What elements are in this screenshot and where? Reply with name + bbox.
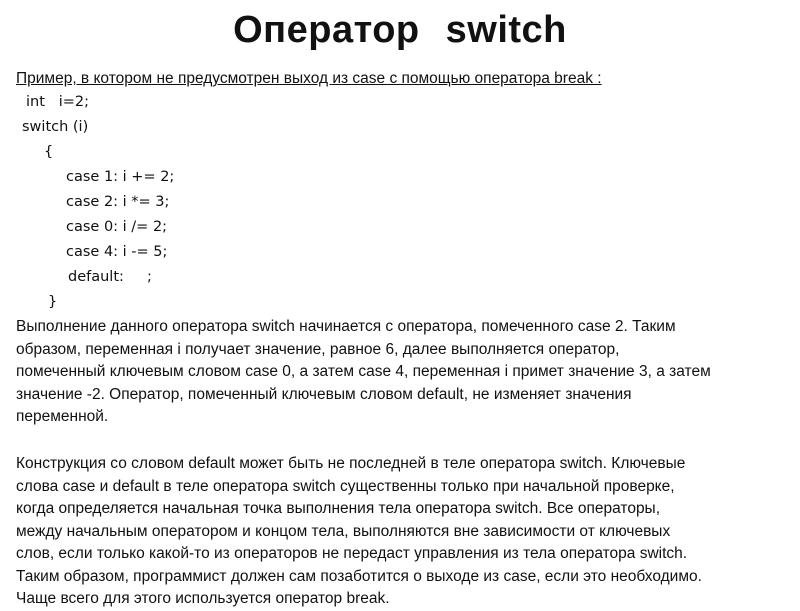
paragraph-line: слов, если только какой-то из операторов не передаст управления из тела оператора switch. <box>16 545 688 562</box>
paragraph-line: переменной. <box>16 408 109 425</box>
paragraph-line: помеченный ключевым словом case 0, а затем case 4, переменная i примет значение 3, а затем <box>16 363 711 380</box>
paragraph-line: Чаще всего для этого используется оператор break. <box>16 590 390 607</box>
title-word-operator: Оператор <box>233 9 420 51</box>
example-caption: Пример, в котором не предусмотрен выход из case с помощью оператора break : <box>16 70 602 87</box>
code-block <box>0 92 175 310</box>
paragraph-line: значение -2. Оператор, помеченный ключевым словом default, не изменяет значения <box>16 385 632 403</box>
paragraph-line: Таким образом, программист должен сам позаботится о выходе из case, если это необходимо. <box>16 567 702 585</box>
default-keyword-paragraph <box>16 453 702 611</box>
paragraph-line: Выполнение данного оператора switch начинается с оператора, помеченного case 2. Таким <box>16 318 676 335</box>
paragraph-line: когда определяется начальная точка выполнения тела оператора switch. Все операторы, <box>16 500 661 517</box>
code-line: } <box>48 294 58 310</box>
explanation-paragraph <box>16 316 711 429</box>
page-title <box>0 6 800 54</box>
code-line: case 0: i /= 2; <box>66 219 168 235</box>
paragraph-line: Конструкция со словом default может быть не последней в теле оператора switch. Ключевые <box>16 455 686 472</box>
paragraph-line: слова case и default в теле оператора switch существенны только при начальной проверке, <box>16 477 675 495</box>
code-line: int i=2; <box>26 94 90 110</box>
code-line: default: ; <box>68 269 152 285</box>
code-line: { <box>44 144 54 160</box>
code-line: switch (i) <box>22 119 89 135</box>
code-line: case 2: i *= 3; <box>66 194 170 210</box>
code-line: case 4: i -= 5; <box>66 244 168 260</box>
title-word-switch: switch <box>445 9 567 51</box>
code-line: case 1: i += 2; <box>66 169 175 185</box>
paragraph-line: образом, переменная i получает значение, равное 6, далее выполняется оператор, <box>16 340 620 358</box>
paragraph-line: между начальным оператором и концом тела, выполняются вне зависимости от ключевых <box>16 522 671 540</box>
